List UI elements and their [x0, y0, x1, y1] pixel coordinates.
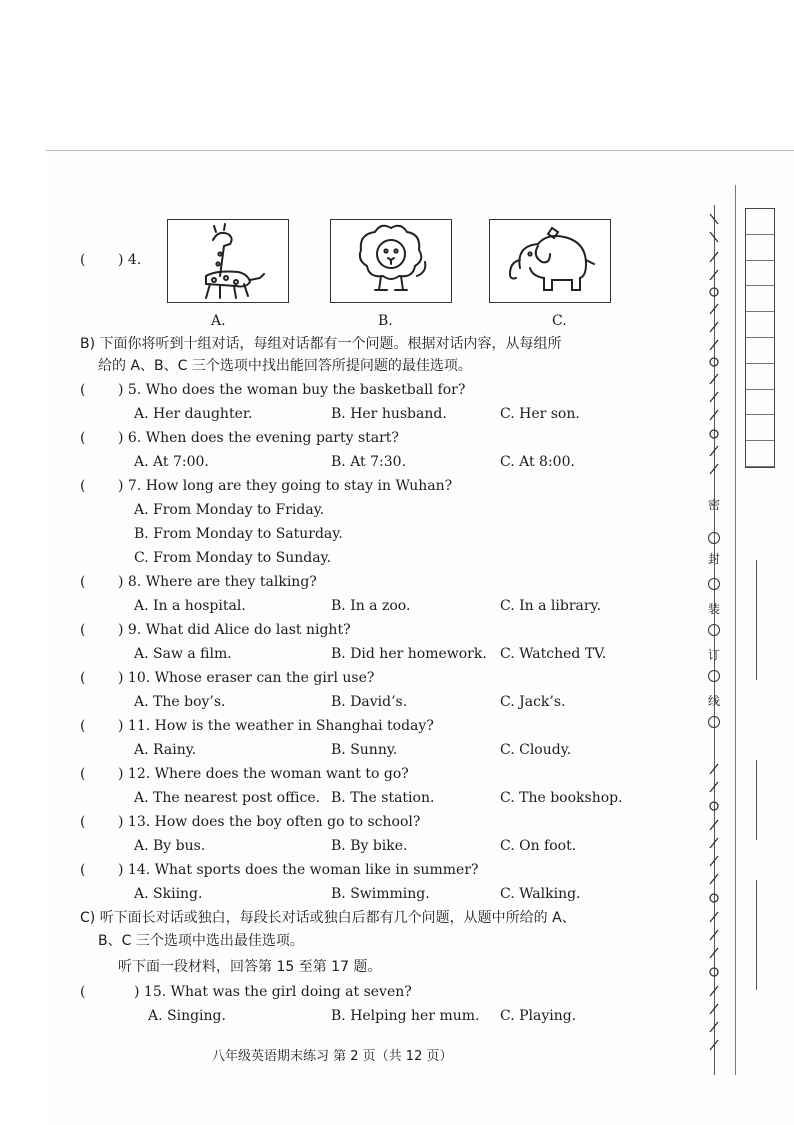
binding-line-outer — [735, 185, 736, 1075]
option-a-label: A. — [211, 313, 226, 329]
question-14: ) 14. What sports does the woman like in summer? — [118, 862, 479, 878]
question-9-option-c: C. Watched TV. — [500, 646, 607, 662]
seal-char: 封 — [707, 552, 720, 566]
question-5: ) 5. Who does the woman buy the basketball for? — [118, 382, 466, 398]
page-footer: 八年级英语期末练习 第 2 页（共 12 页） — [212, 1049, 453, 1064]
giraffe-icon — [168, 220, 288, 302]
binding-hole-icon — [708, 624, 720, 636]
answer-paren: ( — [80, 478, 86, 494]
seat-number-grid — [745, 208, 775, 468]
question-9-option-a: A. Saw a film. — [134, 646, 232, 662]
binding-slashes-lower — [706, 760, 722, 1070]
answer-paren: ( — [80, 984, 86, 1000]
question-13: ) 13. How does the boy often go to school? — [118, 814, 421, 830]
answer-paren: ( — [80, 766, 86, 782]
answer-paren: ( — [80, 622, 86, 638]
question-15: ) 15. What was the girl doing at seven? — [134, 984, 412, 1000]
question-11-option-c: C. Cloudy. — [500, 742, 572, 758]
binding-slashes-upper — [706, 212, 722, 482]
answer-paren: ( — [80, 862, 86, 878]
question-8-option-b: B. In a zoo. — [331, 598, 411, 614]
question-12-option-b: B. The station. — [331, 790, 435, 806]
question-11-option-b: B. Sunny. — [331, 742, 398, 758]
question-7-option-a: A. From Monday to Friday. — [134, 502, 325, 518]
question-11-option-a: A. Rainy. — [134, 742, 197, 758]
question-7-option-b: B. From Monday to Saturday. — [134, 526, 343, 542]
question-13-option-c: C. On foot. — [500, 838, 577, 854]
section-b-line1: B) 下面你将听到十组对话，每组对话都有一个问题。根据对话内容，从每组所 — [80, 336, 562, 352]
lion-icon — [331, 220, 451, 302]
question-10-option-b: B. David’s. — [331, 694, 408, 710]
question-8: ) 8. Where are they talking? — [118, 574, 317, 590]
answer-paren: ( — [80, 670, 86, 686]
question-10-option-c: C. Jack’s. — [500, 694, 566, 710]
option-c-label: C. — [552, 313, 567, 329]
question-14-option-a: A. Skiing. — [134, 886, 203, 902]
seal-char: 装 — [707, 602, 720, 616]
question-11: ) 11. How is the weather in Shanghai today? — [118, 718, 434, 734]
question-5-option-b: B. Her husband. — [331, 406, 447, 422]
question-5-option-a: A. Her daughter. — [134, 406, 253, 422]
question-15-option-a: A. Singing. — [148, 1008, 226, 1024]
binding-hole-icon — [708, 578, 720, 590]
lion-picture — [330, 219, 452, 303]
question-6-option-a: A. At 7:00. — [134, 454, 209, 470]
seal-char: 密 — [707, 498, 720, 512]
question-8-option-c: C. In a library. — [500, 598, 602, 614]
question-10: ) 10. Whose eraser can the girl use? — [118, 670, 375, 686]
section-c-line1: C) 听下面长对话或独白，每段长对话或独白后都有几个问题，从题中所给的 A、 — [80, 910, 576, 926]
question-12-option-a: A. The nearest post office. — [134, 790, 321, 806]
answer-paren: ( — [80, 430, 86, 446]
question-9-option-b: B. Did her homework. — [331, 646, 487, 662]
question-12: ) 12. Where does the woman want to go? — [118, 766, 409, 782]
class-line — [756, 760, 757, 840]
binding-hole-icon — [708, 716, 720, 728]
elephant-icon — [490, 220, 610, 302]
giraffe-picture — [167, 219, 289, 303]
question-13-option-b: B. By bike. — [331, 838, 408, 854]
question-6-option-b: B. At 7:30. — [331, 454, 407, 470]
elephant-picture — [489, 219, 611, 303]
question-8-option-a: A. In a hospital. — [134, 598, 246, 614]
question-9: ) 9. What did Alice do last night? — [118, 622, 351, 638]
binding-hole-icon — [708, 670, 720, 682]
question-6-option-c: C. At 8:00. — [500, 454, 575, 470]
binding-hole-icon — [708, 532, 720, 544]
question-7: ) 7. How long are they going to stay in Wuhan? — [118, 478, 453, 494]
section-c-line2: B、C 三个选项中选出最佳选项。 — [98, 933, 304, 949]
question-10-option-a: A. The boy’s. — [134, 694, 226, 710]
question-13-option-a: A. By bus. — [134, 838, 206, 854]
question-15-option-b: B. Helping her mum. — [331, 1008, 480, 1024]
question-14-option-b: B. Swimming. — [331, 886, 430, 902]
question-7-option-c: C. From Monday to Sunday. — [134, 550, 332, 566]
seal-char: 订 — [707, 648, 720, 662]
seal-char: 线 — [707, 694, 720, 708]
answer-paren: ( — [80, 718, 86, 734]
question-15-option-c: C. Playing. — [500, 1008, 577, 1024]
school-line — [756, 880, 757, 990]
section-b-line2: 给的 A、B、C 三个选项中找出能回答所提问题的最佳选项。 — [98, 358, 472, 374]
answer-paren: ( — [80, 382, 86, 398]
name-line — [756, 560, 757, 680]
question-5-option-c: C. Her son. — [500, 406, 580, 422]
question-4-number: ) 4. — [118, 252, 142, 268]
option-b-label: B. — [378, 313, 393, 329]
answer-paren: ( — [80, 574, 86, 590]
question-6: ) 6. When does the evening party start? — [118, 430, 399, 446]
answer-paren: ( — [80, 814, 86, 830]
section-c-instruction: 听下面一段材料，回答第 15 至第 17 题。 — [118, 959, 382, 975]
question-12-option-c: C. The bookshop. — [500, 790, 623, 806]
question-14-option-c: C. Walking. — [500, 886, 581, 902]
answer-paren: ( — [80, 252, 86, 268]
